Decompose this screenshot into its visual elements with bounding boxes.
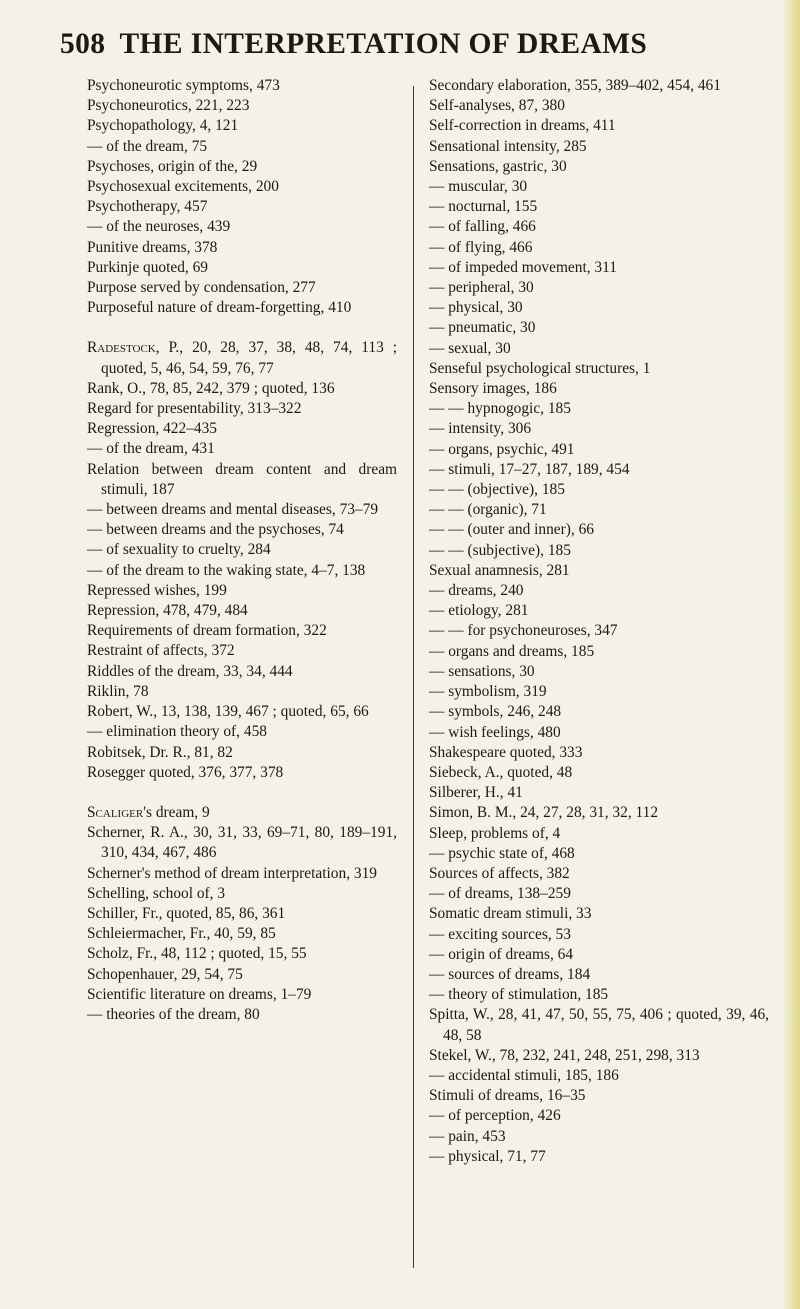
index-entry: Repression, 478, 479, 484 [87, 602, 248, 620]
index-entry: Psychopathology, 4, 121 [87, 117, 239, 135]
index-column-left [87, 76, 397, 1025]
index-entry: Stekel, W., 78, 232, 241, 248, 251, 298, 313 [429, 1046, 700, 1064]
index-entry: — — (objective), 185 [429, 481, 565, 499]
index-entry: — — for psychoneuroses, 347 [429, 622, 618, 640]
index-entry: Somatic dream stimuli, 33 [429, 905, 592, 923]
index-entry: Purkinje quoted, 69 [87, 258, 208, 276]
index-entry: Riddles of the dream, 33, 34, 444 [87, 662, 293, 680]
index-entry: Sensations, gastric, 30 [429, 157, 567, 175]
index-entry: Psychoneurotic symptoms, 473 [87, 77, 280, 94]
index-entry: Spitta, W., 28, 41, 47, 50, 55, 75, 406 ; quoted, 39, 46, 48, 58 [429, 1006, 769, 1044]
index-entry: Self-correction in dreams, 411 [429, 117, 616, 135]
index-entry: — physical, 71, 77 [429, 1147, 546, 1165]
index-entry: — intensity, 306 [429, 420, 532, 438]
index-entry: — psychic state of, 468 [429, 844, 575, 862]
index-entry: — physical, 30 [429, 299, 523, 317]
index-entry: Rank, O., 78, 85, 242, 379 ; quoted, 136 [87, 379, 335, 397]
index-entry: Scaliger's dream, 9 [87, 803, 210, 821]
index-entry: Regard for presentability, 313–322 [87, 400, 302, 418]
index-entry: — — hypnogogic, 185 [429, 400, 571, 418]
index-entry: Secondary elaboration, 355, 389–402, 454, 461 [429, 77, 721, 94]
index-entry: Scientific literature on dreams, 1–79 [87, 985, 312, 1003]
index-entry: Schiller, Fr., quoted, 85, 86, 361 [87, 904, 286, 922]
index-entry: Restraint of affects, 372 [87, 642, 235, 660]
index-entry: Sensational intensity, 285 [429, 137, 587, 155]
index-entry: — between dreams and the psychoses, 74 [87, 521, 344, 539]
index-entry: — between dreams and mental diseases, 73–79 [87, 501, 379, 519]
index-entry: Sources of affects, 382 [429, 864, 570, 882]
index-entry: Psychosexual excitements, 200 [87, 178, 279, 196]
index-entry: — of flying, 466 [429, 238, 533, 256]
index-entry: — theories of the dream, 80 [87, 1005, 260, 1023]
index-entry: — of impeded movement, 311 [429, 258, 617, 276]
index-entry: — of the dream, 431 [87, 440, 215, 458]
index-entry: — dreams, 240 [429, 582, 524, 600]
index-entry: Schleiermacher, Fr., 40, 59, 85 [87, 925, 276, 943]
index-entry: Robitsek, Dr. R., 81, 82 [87, 743, 233, 761]
index-entry: — pneumatic, 30 [429, 319, 536, 337]
index-entry: — of perception, 426 [429, 1107, 561, 1125]
index-entry: Silberer, H., 41 [429, 784, 523, 802]
index-entry: Self-analyses, 87, 380 [429, 97, 565, 115]
index-entry: Scherner's method of dream interpretation, 319 [87, 864, 377, 882]
index-entry: — — (organic), 71 [429, 501, 547, 519]
index-entry: Purpose served by condensation, 277 [87, 279, 316, 297]
page-number: 508 [60, 28, 106, 60]
index-entry: Robert, W., 13, 138, 139, 467 ; quoted, 65, 66 [87, 703, 369, 721]
index-entry: — wish feelings, 480 [429, 723, 561, 741]
index-entry: Sensory images, 186 [429, 380, 557, 398]
index-entry: Scherner, R. A., 30, 31, 33, 69–71, 80, 189–191, 310, 434, 467, 486 [87, 824, 397, 862]
index-entry: — — (subjective), 185 [429, 541, 571, 559]
index-entry: Relation between dream content and dream stimuli, 187 [87, 460, 397, 498]
index-entry: — of dreams, 138–259 [429, 885, 571, 903]
index-entry: Schopenhauer, 29, 54, 75 [87, 965, 243, 983]
index-entry: — stimuli, 17–27, 187, 189, 454 [429, 460, 630, 478]
index-entry: Psychoses, origin of the, 29 [87, 157, 258, 175]
column-divider [413, 86, 414, 1268]
index-entry: Sleep, problems of, 4 [429, 824, 561, 842]
page-edge-tint [782, 0, 800, 1309]
index-entry: — sensations, 30 [429, 662, 535, 680]
index-entry: — of falling, 466 [429, 218, 536, 236]
running-header [60, 28, 760, 61]
index-column-right [429, 76, 769, 1167]
index-entry: — elimination theory of, 458 [87, 723, 267, 741]
index-entry: — sources of dreams, 184 [429, 965, 591, 983]
index-entry: — — (outer and inner), 66 [429, 521, 594, 539]
index-entry: Punitive dreams, 378 [87, 238, 218, 256]
index-entry: Purposeful nature of dream-forgetting, 410 [87, 299, 352, 317]
index-entry: Regression, 422–435 [87, 420, 217, 438]
index-entry: — nocturnal, 155 [429, 198, 538, 216]
index-entry: Schelling, school of, 3 [87, 884, 226, 902]
index-entry: — symbolism, 319 [429, 683, 547, 701]
index-entry: — theory of stimulation, 185 [429, 986, 609, 1004]
index-entry: Repressed wishes, 199 [87, 581, 227, 599]
index-entry: — symbols, 246, 248 [429, 703, 562, 721]
index-entry: — of the neuroses, 439 [87, 218, 231, 236]
index-entry: Siebeck, A., quoted, 48 [429, 763, 573, 781]
index-entry: — muscular, 30 [429, 178, 528, 196]
index-entry: — accidental stimuli, 185, 186 [429, 1066, 619, 1084]
index-entry: — pain, 453 [429, 1127, 506, 1145]
index-entry: Sexual anamnesis, 281 [429, 561, 570, 579]
index-entry: — of sexuality to cruelty, 284 [87, 541, 271, 559]
index-entry: — peripheral, 30 [429, 279, 534, 297]
index-entry: Scholz, Fr., 48, 112 ; quoted, 15, 55 [87, 945, 307, 963]
index-entry: Requirements of dream formation, 322 [87, 622, 327, 640]
index-entry: Riklin, 78 [87, 682, 149, 700]
index-entry: Radestock, P., 20, 28, 37, 38, 48, 74, 113 ; quoted, 5, 46, 54, 59, 76, 77 [87, 339, 397, 377]
index-entry: — organs and dreams, 185 [429, 642, 595, 660]
index-entry: — organs, psychic, 491 [429, 440, 575, 458]
index-entry: — sexual, 30 [429, 339, 511, 357]
index-entry: — exciting sources, 53 [429, 925, 571, 943]
index-entry: Senseful psychological structures, 1 [429, 359, 651, 377]
index-entry: — origin of dreams, 64 [429, 945, 574, 963]
index-entry: Psychotherapy, 457 [87, 198, 208, 216]
running-title: THE INTERPRETATION OF DREAMS [119, 28, 648, 60]
index-entry: Shakespeare quoted, 333 [429, 743, 583, 761]
index-entry: — of the dream, 75 [87, 137, 208, 155]
index-entry: Rosegger quoted, 376, 377, 378 [87, 763, 284, 781]
index-entry: Simon, B. M., 24, 27, 28, 31, 32, 112 [429, 804, 659, 822]
index-entry: Stimuli of dreams, 16–35 [429, 1087, 586, 1105]
index-entry: — etiology, 281 [429, 602, 529, 620]
index-entry: Psychoneurotics, 221, 223 [87, 97, 250, 115]
index-entry: — of the dream to the waking state, 4–7, 138 [87, 561, 366, 579]
